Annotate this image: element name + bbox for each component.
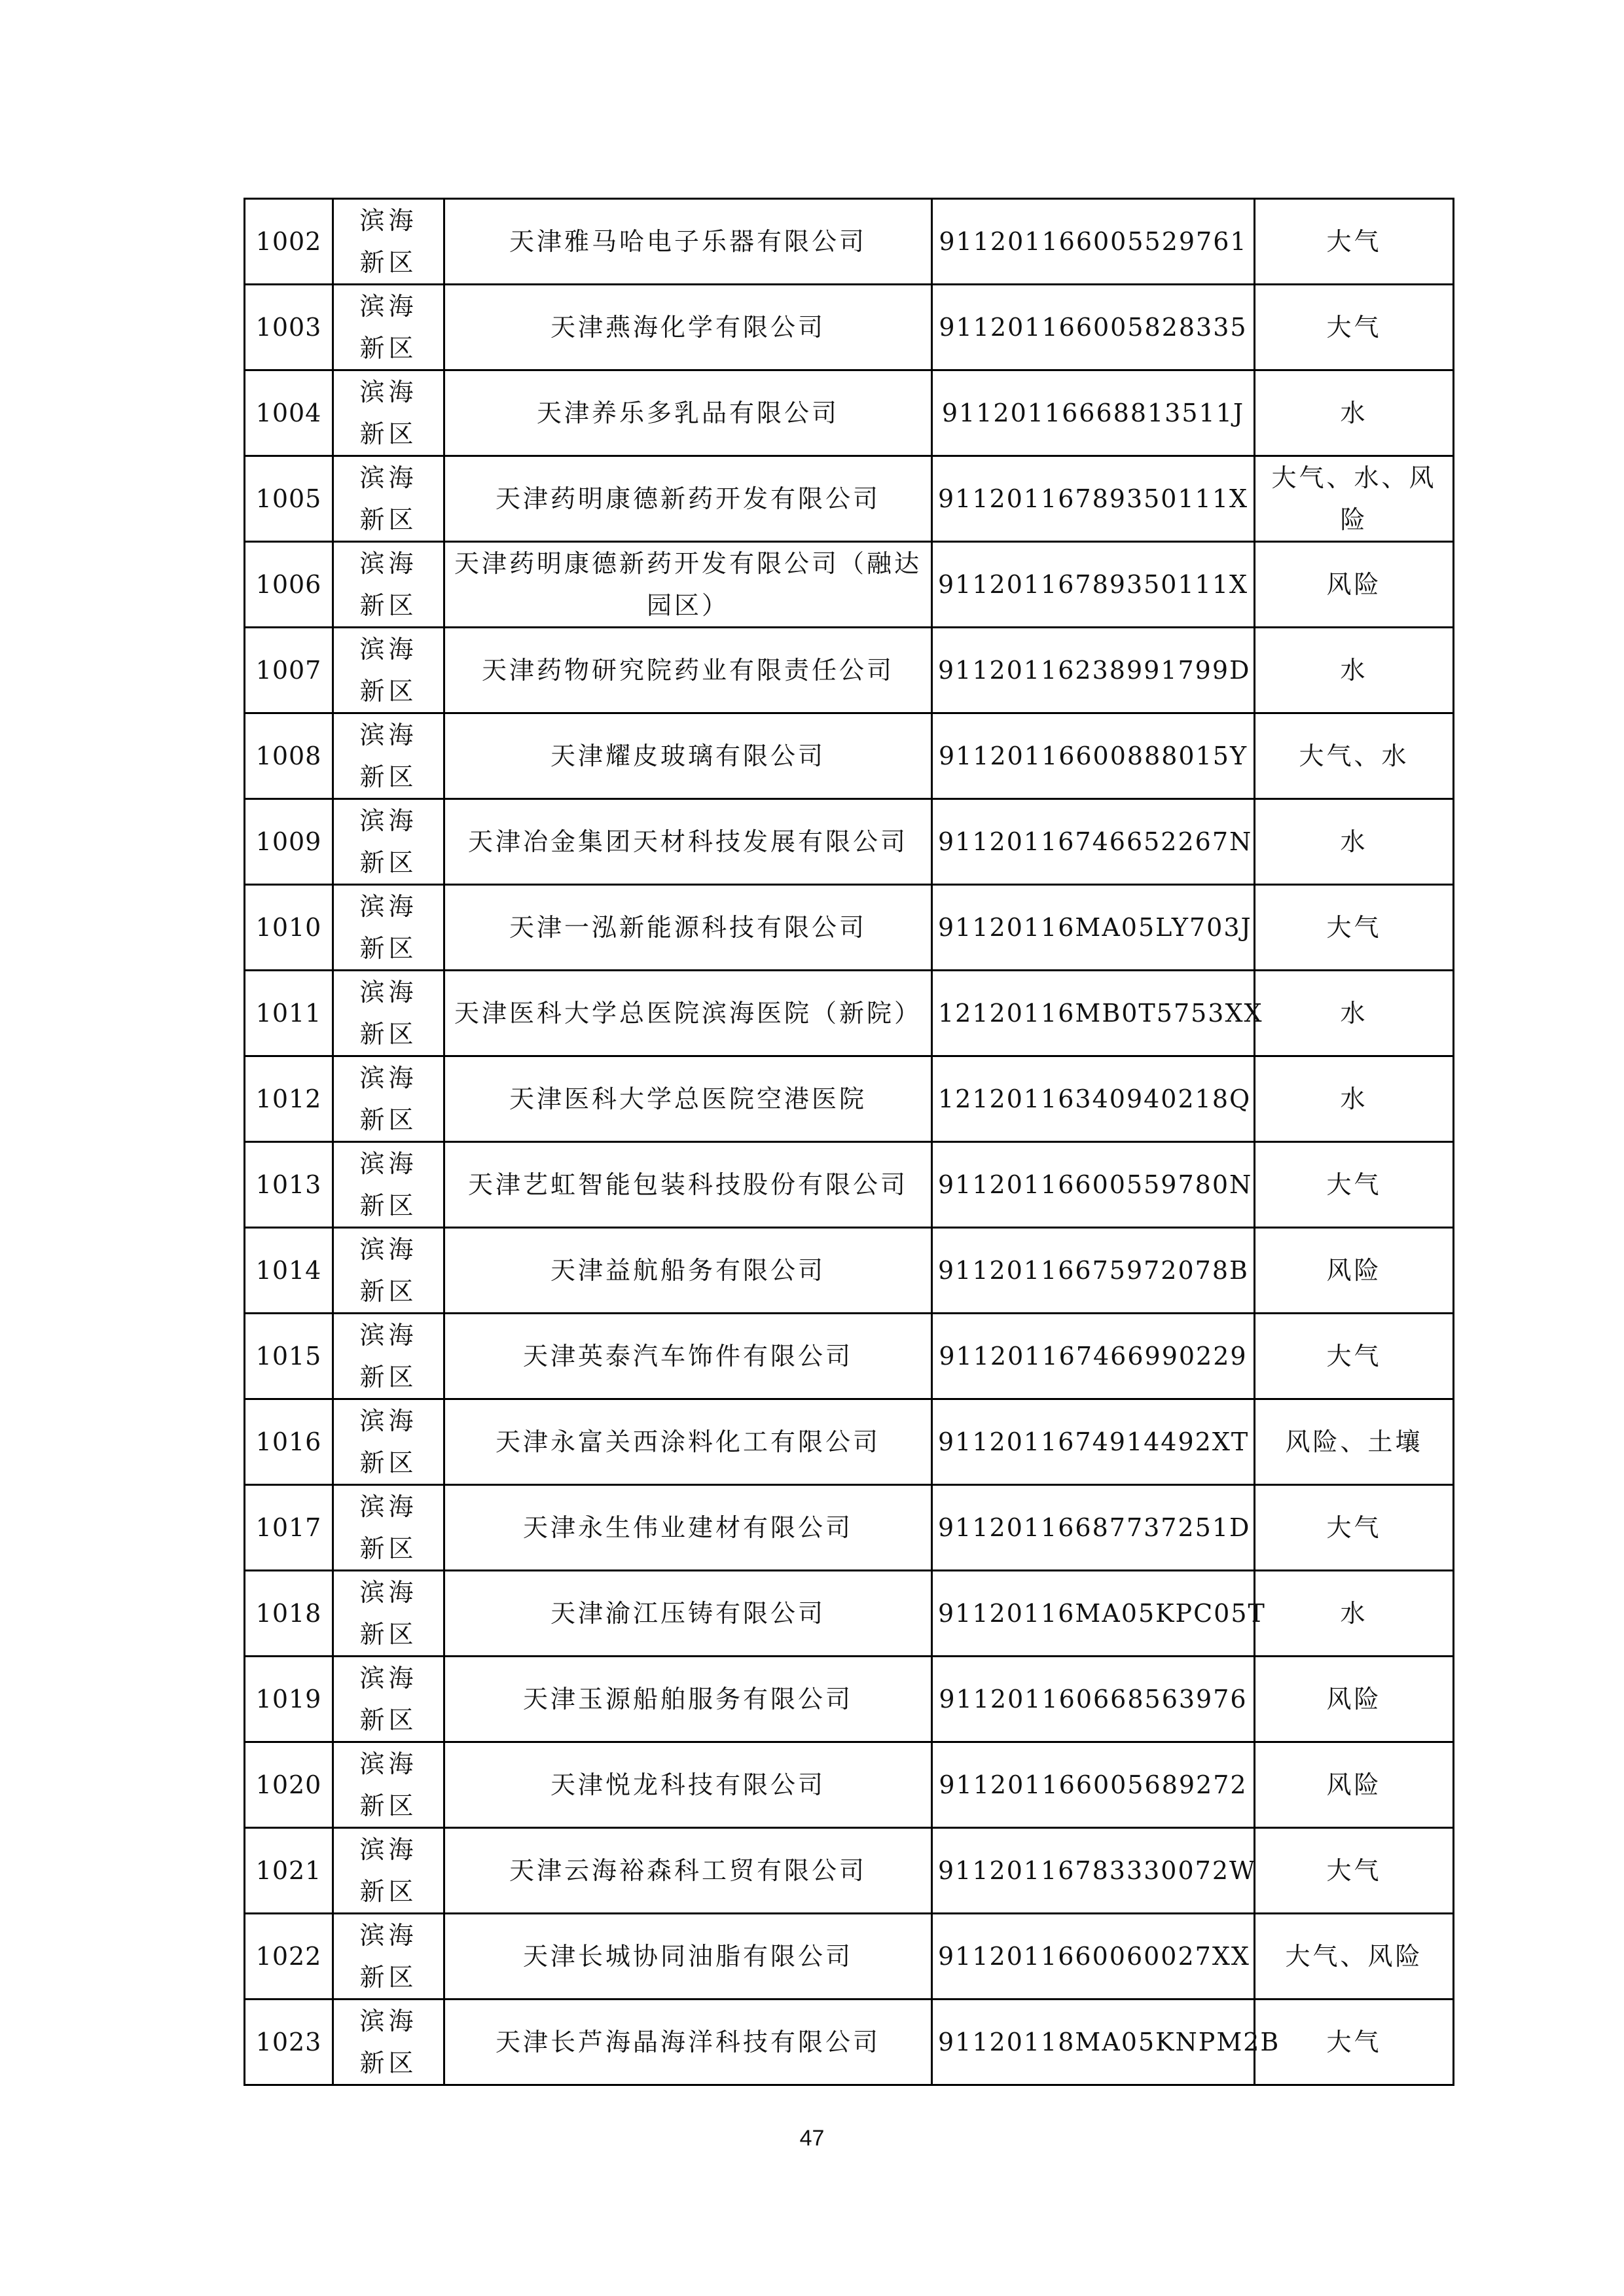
table-row <box>245 1828 1454 1914</box>
cell-company-name: 天津养乐多乳品有限公司 <box>444 370 932 456</box>
cell-credit-code: 911201166005689272 <box>932 1742 1255 1828</box>
table-row <box>245 370 1454 456</box>
cell-district: 滨海新区 <box>333 799 444 885</box>
cell-company-name: 天津药明康德新药开发有限公司 <box>444 456 932 542</box>
cell-company-name: 天津艺虹智能包装科技股份有限公司 <box>444 1142 932 1228</box>
cell-number: 1005 <box>245 456 333 542</box>
cell-district: 滨海新区 <box>333 1228 444 1314</box>
table-row <box>245 799 1454 885</box>
cell-company-name: 天津玉源船舶服务有限公司 <box>444 1657 932 1742</box>
cell-number: 1020 <box>245 1742 333 1828</box>
cell-credit-code: 12120116MB0T5753XX <box>932 971 1255 1056</box>
table-row <box>245 1571 1454 1657</box>
cell-district: 滨海新区 <box>333 456 444 542</box>
cell-category: 水 <box>1255 799 1454 885</box>
cell-district: 滨海新区 <box>333 370 444 456</box>
cell-credit-code: 911201166005828335 <box>932 285 1255 370</box>
cell-credit-code: 91120116MA05KPC05T <box>932 1571 1255 1657</box>
cell-district: 滨海新区 <box>333 1828 444 1914</box>
cell-company-name: 天津长城协同油脂有限公司 <box>444 1914 932 2000</box>
cell-credit-code: 91120116746652267N <box>932 799 1255 885</box>
cell-number: 1015 <box>245 1314 333 1399</box>
cell-number: 1002 <box>245 199 333 285</box>
cell-company-name: 天津一泓新能源科技有限公司 <box>444 885 932 971</box>
table-row <box>245 542 1454 628</box>
cell-company-name: 天津药物研究院药业有限责任公司 <box>444 628 932 713</box>
cell-credit-code: 91120118MA05KNPM2B <box>932 2000 1255 2085</box>
cell-credit-code: 911201160668563976 <box>932 1657 1255 1742</box>
cell-category: 大气 <box>1255 885 1454 971</box>
table-row <box>245 713 1454 799</box>
table-row <box>245 1914 1454 2000</box>
cell-district: 滨海新区 <box>333 1056 444 1142</box>
cell-company-name: 天津医科大学总医院滨海医院（新院） <box>444 971 932 1056</box>
cell-number: 1012 <box>245 1056 333 1142</box>
table-row <box>245 1142 1454 1228</box>
table-row <box>245 1056 1454 1142</box>
cell-district: 滨海新区 <box>333 1742 444 1828</box>
cell-company-name: 天津冶金集团天材科技发展有限公司 <box>444 799 932 885</box>
cell-credit-code: 91120116238991799D <box>932 628 1255 713</box>
cell-company-name: 天津悦龙科技有限公司 <box>444 1742 932 1828</box>
cell-number: 1022 <box>245 1914 333 2000</box>
cell-credit-code: 91120116687737251D <box>932 1485 1255 1571</box>
cell-number: 1013 <box>245 1142 333 1228</box>
cell-number: 1018 <box>245 1571 333 1657</box>
cell-number: 1017 <box>245 1485 333 1571</box>
cell-district: 滨海新区 <box>333 628 444 713</box>
cell-number: 1016 <box>245 1399 333 1485</box>
cell-district: 滨海新区 <box>333 1399 444 1485</box>
cell-credit-code: 91120116789350111X <box>932 542 1255 628</box>
cell-category: 大气 <box>1255 285 1454 370</box>
cell-number: 1004 <box>245 370 333 456</box>
cell-district: 滨海新区 <box>333 2000 444 2085</box>
table-row <box>245 199 1454 285</box>
cell-district: 滨海新区 <box>333 199 444 285</box>
cell-number: 1006 <box>245 542 333 628</box>
cell-credit-code: 91120116783330072W <box>932 1828 1255 1914</box>
table-body <box>245 199 1454 2085</box>
cell-category: 水 <box>1255 370 1454 456</box>
cell-category: 大气、水、风险 <box>1255 456 1454 542</box>
cell-category: 水 <box>1255 971 1454 1056</box>
cell-category: 大气 <box>1255 199 1454 285</box>
cell-credit-code: 91120116600888015Y <box>932 713 1255 799</box>
cell-company-name: 天津益航船务有限公司 <box>444 1228 932 1314</box>
cell-category: 风险 <box>1255 542 1454 628</box>
table-row <box>245 1742 1454 1828</box>
cell-credit-code: 91120116600559780N <box>932 1142 1255 1228</box>
cell-category: 水 <box>1255 1571 1454 1657</box>
cell-category: 大气 <box>1255 1828 1454 1914</box>
cell-district: 滨海新区 <box>333 971 444 1056</box>
table-row <box>245 628 1454 713</box>
cell-category: 风险 <box>1255 1657 1454 1742</box>
cell-number: 1003 <box>245 285 333 370</box>
cell-district: 滨海新区 <box>333 285 444 370</box>
cell-company-name: 天津燕海化学有限公司 <box>444 285 932 370</box>
cell-company-name: 天津耀皮玻璃有限公司 <box>444 713 932 799</box>
cell-district: 滨海新区 <box>333 1485 444 1571</box>
cell-credit-code: 91120116MA05LY703J <box>932 885 1255 971</box>
cell-company-name: 天津渝江压铸有限公司 <box>444 1571 932 1657</box>
table-row <box>245 971 1454 1056</box>
table-row <box>245 1657 1454 1742</box>
cell-district: 滨海新区 <box>333 1142 444 1228</box>
cell-category: 水 <box>1255 1056 1454 1142</box>
cell-district: 滨海新区 <box>333 1571 444 1657</box>
cell-credit-code: 911201167466990229 <box>932 1314 1255 1399</box>
cell-company-name: 天津永富关西涂料化工有限公司 <box>444 1399 932 1485</box>
cell-number: 1011 <box>245 971 333 1056</box>
cell-company-name: 天津永生伟业建材有限公司 <box>444 1485 932 1571</box>
table-row <box>245 2000 1454 2085</box>
table-row <box>245 456 1454 542</box>
cell-category: 大气 <box>1255 1142 1454 1228</box>
cell-credit-code: 12120116340940218Q <box>932 1056 1255 1142</box>
cell-credit-code: 911201166005529761 <box>932 199 1255 285</box>
enterprise-table <box>244 198 1454 2086</box>
cell-category: 风险 <box>1255 1228 1454 1314</box>
page-number: 47 <box>799 2126 825 2151</box>
cell-number: 1014 <box>245 1228 333 1314</box>
cell-credit-code: 9112011674914492XT <box>932 1399 1255 1485</box>
cell-category: 大气 <box>1255 1485 1454 1571</box>
table-row <box>245 1314 1454 1399</box>
cell-district: 滨海新区 <box>333 885 444 971</box>
cell-credit-code: 91120116668813511J <box>932 370 1255 456</box>
cell-category: 大气、水 <box>1255 713 1454 799</box>
cell-company-name: 天津药明康德新药开发有限公司（融达园区） <box>444 542 932 628</box>
cell-district: 滨海新区 <box>333 713 444 799</box>
cell-category: 大气、风险 <box>1255 1914 1454 2000</box>
cell-number: 1010 <box>245 885 333 971</box>
cell-credit-code: 91120116789350111X <box>932 456 1255 542</box>
cell-district: 滨海新区 <box>333 1657 444 1742</box>
cell-category: 风险、土壤 <box>1255 1399 1454 1485</box>
cell-number: 1023 <box>245 2000 333 2085</box>
cell-company-name: 天津长芦海晶海洋科技有限公司 <box>444 2000 932 2085</box>
table-row <box>245 885 1454 971</box>
table-row <box>245 285 1454 370</box>
table-row <box>245 1399 1454 1485</box>
cell-number: 1008 <box>245 713 333 799</box>
cell-number: 1007 <box>245 628 333 713</box>
cell-category: 大气 <box>1255 1314 1454 1399</box>
cell-district: 滨海新区 <box>333 1914 444 2000</box>
cell-category: 风险 <box>1255 1742 1454 1828</box>
cell-district: 滨海新区 <box>333 1314 444 1399</box>
cell-category: 水 <box>1255 628 1454 713</box>
cell-company-name: 天津云海裕森科工贸有限公司 <box>444 1828 932 1914</box>
cell-number: 1021 <box>245 1828 333 1914</box>
cell-credit-code: 91120116675972078B <box>932 1228 1255 1314</box>
cell-number: 1009 <box>245 799 333 885</box>
cell-company-name: 天津雅马哈电子乐器有限公司 <box>444 199 932 285</box>
cell-number: 1019 <box>245 1657 333 1742</box>
cell-category: 大气 <box>1255 2000 1454 2085</box>
cell-credit-code: 9112011660060027XX <box>932 1914 1255 2000</box>
cell-company-name: 天津医科大学总医院空港医院 <box>444 1056 932 1142</box>
table-row <box>245 1228 1454 1314</box>
cell-company-name: 天津英泰汽车饰件有限公司 <box>444 1314 932 1399</box>
table-row <box>245 1485 1454 1571</box>
cell-district: 滨海新区 <box>333 542 444 628</box>
